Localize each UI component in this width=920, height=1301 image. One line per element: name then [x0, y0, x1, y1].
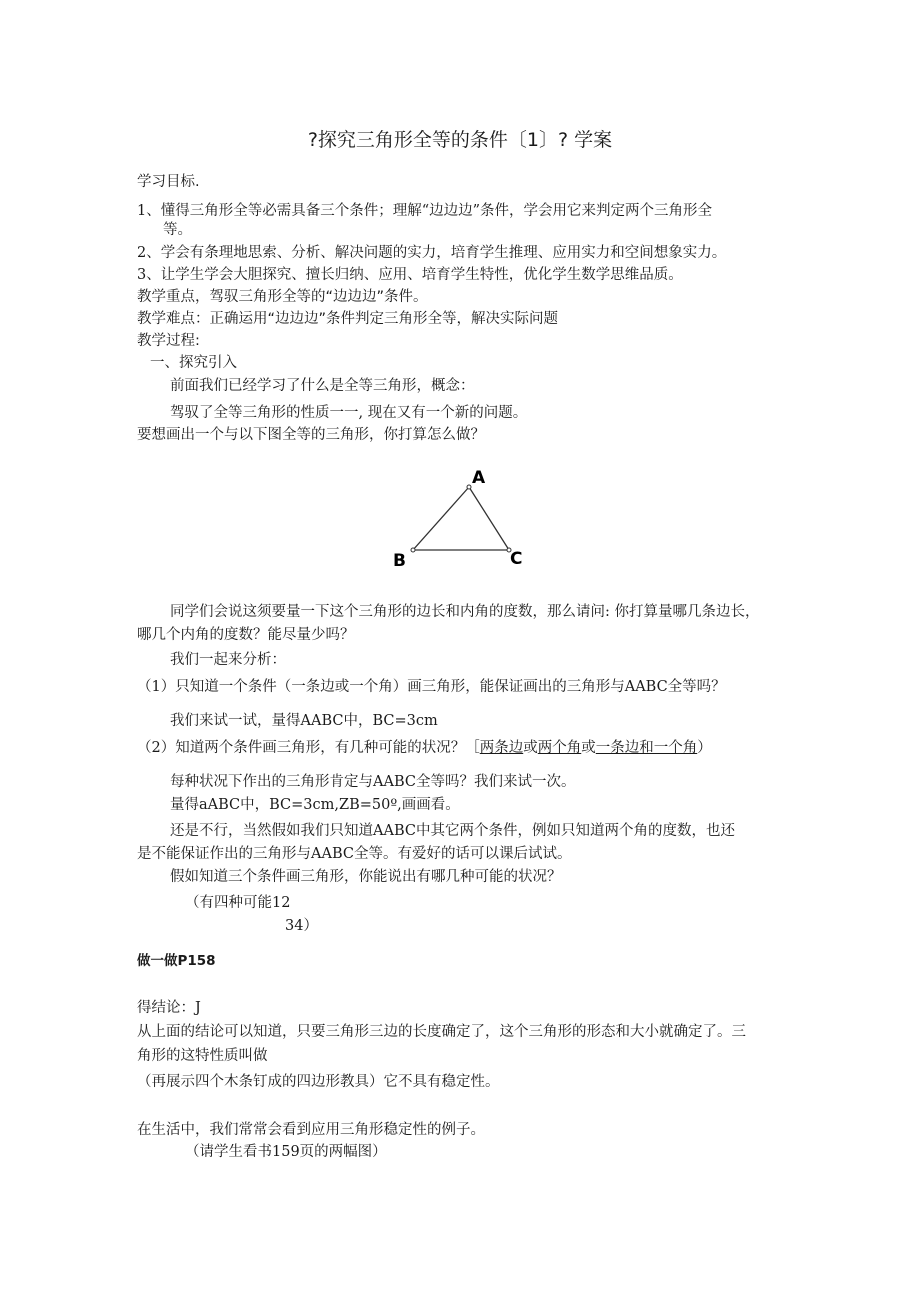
- vertex-b: [411, 548, 415, 552]
- four-cases-line-1: （有四种可能12: [185, 895, 291, 911]
- question-2: [137, 738, 712, 758]
- question-1-trial: 我们来试一试，量得AABC中，BC=3cm: [170, 713, 438, 729]
- conclusion-heading: 得结论：J: [137, 1000, 201, 1016]
- conclusion-line-3: （再展示四个木条钉成的四边形教具）它不具有稳定性。: [137, 1074, 500, 1090]
- intro-line-3: 要想画出一个与以下图全等的三角形，你打算怎么做？: [137, 427, 485, 443]
- label-b: B: [393, 551, 406, 571]
- conclusion-line-1: 从上面的结论可以知道，只要三角形三边的长度确定了，这个三角形的形态和大小就确定了。三: [137, 1024, 746, 1040]
- conclusion-line-2: 角形的这特性质叫做: [137, 1048, 268, 1064]
- option-side-and-angle: 一条边和一个角: [595, 740, 698, 756]
- option-two-sides: 两条边: [479, 740, 524, 756]
- intro-line-1: 前面我们已经学习了什么是全等三角形，概念：: [170, 378, 475, 394]
- do-it-heading: 做一做P158: [137, 953, 216, 969]
- objective-1: 1、懂得三角形全等必需具备三个条件；理解“边边边”条件，学会用它来判定两个三角形全: [137, 203, 713, 219]
- label-a: A: [472, 468, 486, 488]
- section1-heading: 一、探究引入: [150, 355, 237, 371]
- triangle-figure: [385, 460, 535, 575]
- option-two-angles: 两个角: [537, 740, 582, 756]
- discussion-line-2: 哪几个内角的度数？能尽量少吗？: [137, 627, 355, 643]
- four-cases-line-2: 34）: [285, 918, 318, 934]
- after-q2-line-4: 是不能保证作出的三角形与AABC全等。有爱好的话可以课后试试。: [137, 846, 572, 862]
- after-q2-line-3: 还是不行，当然假如我们只知道AABC中其它两个条件，例如只知道两个角的度数，也还: [170, 823, 735, 839]
- difficulty: 教学难点：正确运用“边边边”条件判定三角形全等，解决实际问题: [137, 311, 559, 327]
- triangle-abc: [413, 487, 509, 550]
- conclusion-line-5: （请学生看书159页的两幅图）: [185, 1144, 387, 1160]
- after-q2-line-1: 每种状况下作出的三角形肯定与AABC全等吗？我们来试一次。: [170, 774, 576, 790]
- question-1: （1）只知道一个条件（一条边或一个角）画三角形，能保证画出的三角形与AABC全等吗？: [137, 679, 726, 695]
- vertex-a: [467, 485, 471, 489]
- objective-3: 3、让学生学会大胆探究、擅长归纳、应用、培育学生特性，优化学生数学思维品质。: [137, 267, 683, 283]
- key-point: 教学重点，驾驭三角形全等的“边边边”条件。: [137, 289, 428, 305]
- question-2-suffix: ）: [697, 740, 712, 756]
- question-2-prefix: （2）知道两个条件画三角形，有几种可能的状况？［: [137, 740, 480, 756]
- conclusion-line-4: 在生活中，我们常常会看到应用三角形稳定性的例子。: [137, 1122, 485, 1138]
- label-c: C: [510, 549, 523, 569]
- objective-1-cont: 等。: [163, 222, 192, 238]
- process-heading: 教学过程:: [137, 333, 200, 349]
- objective-2: 2、学会有条理地思索、分析、解决问题的实力，培育学生推理、应用实力和空间想象实力。: [137, 245, 727, 261]
- question-2-or-2: 或: [581, 740, 596, 756]
- page-title: ?探究三角形全等的条件〔1〕? 学案: [307, 129, 613, 151]
- intro-line-2: 驾驭了全等三角形的性质一一, 现在又有一个新的问题。: [170, 405, 528, 421]
- question-2-or-1: 或: [523, 740, 538, 756]
- after-q2-line-2: 量得aABC中，BC=3cm,ZB=50º,画画看。: [170, 797, 460, 813]
- after-q2-line-5: 假如知道三个条件画三角形，你能说出有哪几种可能的状况？: [170, 869, 562, 885]
- discussion-line-1: 同学们会说这须要量一下这个三角形的边长和内角的度数，那么请问: 你打算量哪几条边长，: [170, 604, 760, 620]
- discussion-line-3: 我们一起来分析：: [170, 652, 286, 668]
- objectives-heading: 学习目标.: [137, 174, 200, 190]
